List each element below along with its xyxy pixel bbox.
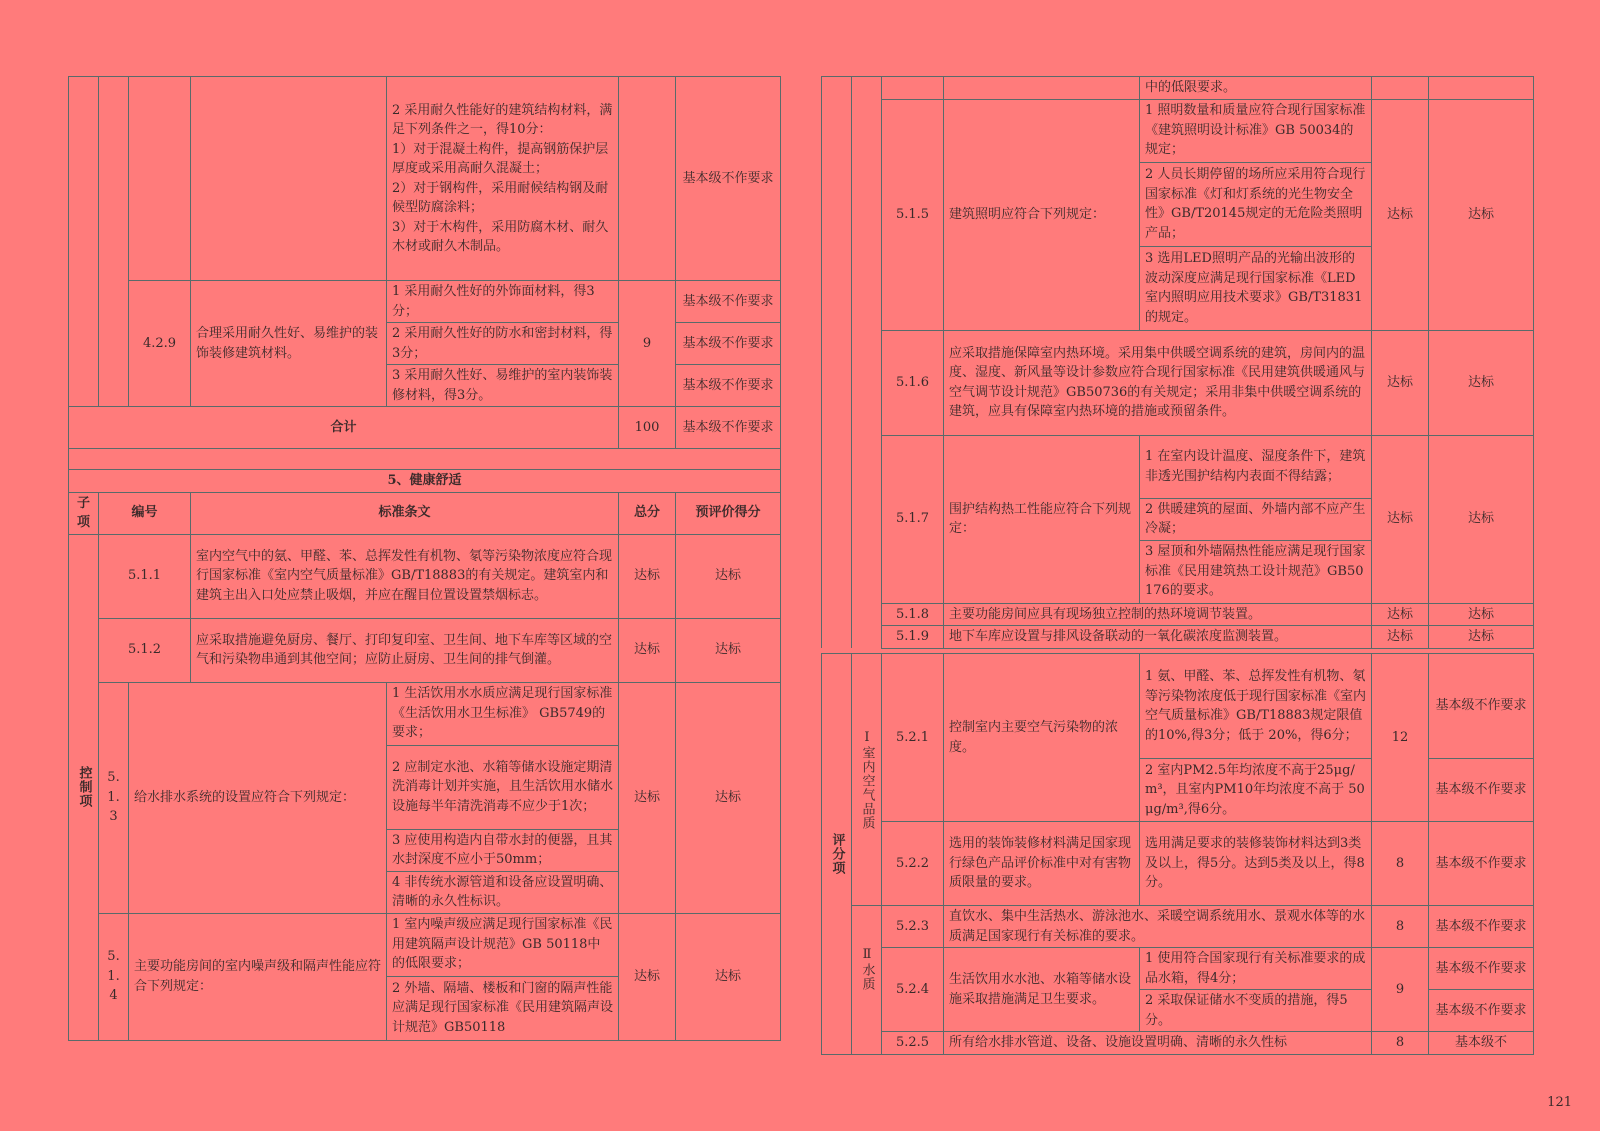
item-id (882, 77, 944, 100)
item-id: 5.1.8 (882, 603, 944, 626)
left-standards-table (68, 76, 781, 1041)
total-score: 达标 (1372, 99, 1429, 330)
requirement-text: 1 采用耐久性好的外饰面材料，得3分； (387, 281, 619, 323)
requirement-text: 1 室内噪声级应满足现行国家标准《民用建筑隔声设计规范》GB 50118中的低限要求； (387, 913, 619, 976)
requirement-text: 2 供暖建筑的屋面、外墙内部不应产生冷凝； (1140, 498, 1372, 540)
item-id: 4.2.9 (129, 281, 191, 407)
blank-cell (822, 77, 852, 649)
requirement-text: 2 应制定水池、水箱等储水设施定期清洗消毒计划并实施，且生活饮用水储水设施每半年清洗消毒不应少于1次； (387, 745, 619, 829)
eval-score: 达标 (1429, 626, 1534, 649)
control-items-text: 控制项 (76, 766, 92, 808)
eval-score: 达标 (676, 682, 781, 913)
item-desc (191, 77, 387, 281)
eval-score: 基本级不作要求 (1429, 654, 1534, 759)
item-desc: 应采取措施避免厨房、餐厅、打印复印室、卫生间、地下车库等区域的空气和污染物串通到其他空间；应防止厨房、卫生间的排气倒灌。 (191, 618, 619, 682)
blank-cell (99, 77, 129, 407)
spacer-row (69, 449, 781, 470)
item-id: 5.1.1 (99, 534, 191, 618)
item-desc: 所有给水排水管道、设备、设施设置明确、清晰的永久性标 (944, 1032, 1372, 1055)
group1-text: Ⅰ室内空气品质 (859, 729, 875, 830)
item-id: 5.2.5 (882, 1032, 944, 1055)
item-id (129, 77, 191, 281)
eval-score: 基本级不作要求 (676, 365, 781, 407)
sum-total: 100 (619, 407, 676, 449)
item-id: 5.1.3 (99, 682, 129, 913)
header-id: 编号 (99, 492, 191, 534)
item-id: 5.2.1 (882, 654, 944, 822)
total-score: 8 (1372, 906, 1429, 948)
sum-eval: 基本级不作要求 (676, 407, 781, 449)
group1-label (852, 654, 882, 906)
eval-score: 达标 (676, 618, 781, 682)
eval-score: 达标 (1429, 99, 1534, 330)
requirement-text: 2 采取保证储水不变质的措施，得5分。 (1140, 990, 1372, 1032)
requirement-text: 2 室内PM2.5年均浓度不高于25μg/m³，且室内PM10年均浓度不高于 50μg/m³,得6分。 (1140, 759, 1372, 822)
page-number: 121 (1547, 1095, 1572, 1110)
total-score: 达标 (619, 682, 676, 913)
requirement-text: 1 氨、甲醛、苯、总挥发性有机物、氡等污染物浓度低于现行国家标准《室内空气质量标准》GB/T18883规定限值的10%,得3分；低于 20%，得6分； (1140, 654, 1372, 759)
eval-score: 达标 (1429, 330, 1534, 435)
item-id: 5.1.7 (882, 435, 944, 603)
item-id: 5.2.3 (882, 906, 944, 948)
total-score: 达标 (619, 618, 676, 682)
item-id: 5.1.6 (882, 330, 944, 435)
eval-score: 基本级不 (1429, 1032, 1534, 1055)
item-id: 5.1.9 (882, 626, 944, 649)
total-score: 达标 (1372, 435, 1429, 603)
item-desc: 选用的装饰装修材料满足国家现行绿色产品评价标准中对有害物质限量的要求。 (944, 822, 1140, 906)
blank-cell (852, 77, 882, 649)
eval-score: 基本级不作要求 (1429, 990, 1534, 1032)
requirement-text: 1 照明数量和质量应符合现行国家标准《建筑照明设计标准》GB 50034的规定； (1140, 99, 1372, 162)
eval-score: 达标 (676, 534, 781, 618)
total-score (1372, 77, 1429, 100)
requirement-text: 中的低限要求。 (1140, 77, 1372, 100)
item-desc: 主要功能房间的室内噪声级和隔声性能应符合下列规定： (129, 913, 387, 1040)
item-desc: 给水排水系统的设置应符合下列规定： (129, 682, 387, 913)
total-score (619, 77, 676, 281)
eval-score: 达标 (1429, 435, 1534, 603)
requirement-text: 3 采用耐久性好、易维护的室内装饰装修材料，得3分。 (387, 365, 619, 407)
requirement-text: 3 选用LED照明产品的光输出波形的波动深度应满足现行国家标准《LED室内照明应用技术要求》GB/T31831的规定。 (1140, 246, 1372, 330)
item-id: 5.2.4 (882, 948, 944, 1032)
header-clause: 标准条文 (191, 492, 619, 534)
item-desc: 合理采用耐久性好、易维护的装饰装修建筑材料。 (191, 281, 387, 407)
item-id: 5.2.2 (882, 822, 944, 906)
control-items-label (69, 534, 99, 1040)
group2-text: Ⅱ水质 (859, 947, 875, 991)
item-desc: 地下车库应设置与排风设备联动的一氧化碳浓度监测装置。 (944, 626, 1372, 649)
header-subitem: 子项 (69, 492, 99, 534)
total-score: 达标 (619, 913, 676, 1040)
item-id: 5.1.5 (882, 99, 944, 330)
eval-score: 基本级不作要求 (676, 77, 781, 281)
item-desc: 应采取措施保障室内热环境。采用集中供暖空调系统的建筑，房间内的温度、湿度、新风量等设计参数应符合现行国家标准《民用建筑供暖通风与空气调节设计规范》GB50736的有关规定；采用非集中供暖空调系统的建筑，应具有保障室内热环境的措施或预留条件。 (944, 330, 1372, 435)
total-score: 8 (1372, 822, 1429, 906)
right-scoring-table (821, 653, 1534, 1055)
item-desc: 室内空气中的氨、甲醛、苯、总挥发性有机物、氡等污染物浓度应符合现行国家标准《室内空气质量标准》GB/T18883的有关规定。建筑室内和建筑主出入口处应禁止吸烟，并应在醒目位置设置禁烟标志。 (191, 534, 619, 618)
item-desc: 控制室内主要空气污染物的浓度。 (944, 654, 1140, 822)
eval-score: 基本级不作要求 (1429, 906, 1534, 948)
total-score: 达标 (619, 534, 676, 618)
requirement-text: 2 采用耐久性好的防水和密封材料，得3分； (387, 323, 619, 365)
requirement-text: 3 应使用构造内自带水封的便器，且其水封深度不应小于50mm； (387, 829, 619, 871)
requirement-text: 选用满足要求的装修装饰材料达到3类及以上，得5分。达到5类及以上，得8分。 (1140, 822, 1372, 906)
header-total: 总分 (619, 492, 676, 534)
total-score: 9 (619, 281, 676, 407)
item-desc (944, 77, 1140, 100)
eval-score: 基本级不作要求 (1429, 948, 1534, 990)
requirement-text: 1 使用符合国家现行有关标准要求的成品水箱，得4分； (1140, 948, 1372, 990)
total-score: 达标 (1372, 603, 1429, 626)
right-standards-table (821, 76, 1534, 649)
scoring-items-label (822, 654, 852, 1055)
sum-label: 合计 (69, 407, 619, 449)
section-title: 5、健康舒适 (69, 470, 781, 493)
requirement-text: 4 非传统水源管道和设备应设置明确、清晰的永久性标识。 (387, 871, 619, 913)
total-score: 8 (1372, 1032, 1429, 1055)
total-score: 12 (1372, 654, 1429, 822)
eval-score: 达标 (676, 913, 781, 1040)
total-score: 9 (1372, 948, 1429, 1032)
item-desc: 建筑照明应符合下列规定： (944, 99, 1140, 330)
requirement-text: 2 外墙、隔墙、楼板和门窗的隔声性能应满足现行国家标准《民用建筑隔声设计规范》GB50118 (387, 976, 619, 1040)
item-id: 5.1.2 (99, 618, 191, 682)
eval-score: 基本级不作要求 (1429, 822, 1534, 906)
item-desc: 直饮水、集中生活热水、游泳池水、采暖空调系统用水、景观水体等的水质满足国家现行有关标准的要求。 (944, 906, 1372, 948)
eval-score (1429, 77, 1534, 100)
item-desc: 围护结构热工性能应符合下列规定： (944, 435, 1140, 603)
eval-score: 基本级不作要求 (676, 323, 781, 365)
requirement-text: 2 人员长期停留的场所应采用符合现行国家标准《灯和灯系统的光生物安全性》GB/T20145规定的无危险类照明产品； (1140, 162, 1372, 246)
item-id: 5.1.4 (99, 913, 129, 1040)
header-eval: 预评价得分 (676, 492, 781, 534)
eval-score: 基本级不作要求 (676, 281, 781, 323)
eval-score: 基本级不作要求 (1429, 759, 1534, 822)
requirement-text: 2 采用耐久性能好的建筑结构材料，满足下列条件之一，得10分： 1）对于混凝土构件，提高钢筋保护层厚度或采用高耐久混凝土； 2）对于钢构件，采用耐候结构钢及耐候型防腐涂料； 3）对于木构件，采用防腐木材、耐久木材或耐久木制品。 (387, 77, 619, 281)
group2-label (852, 906, 882, 1055)
item-desc: 主要功能房间应具有现场独立控制的热环境调节装置。 (944, 603, 1372, 626)
total-score: 达标 (1372, 330, 1429, 435)
requirement-text: 1 生活饮用水水质应满足现行国家标准《生活饮用水卫生标准》 GB5749的要求； (387, 682, 619, 745)
requirement-text: 1 在室内设计温度、湿度条件下，建筑非透光围护结构内表面不得结露； (1140, 435, 1372, 498)
requirement-text: 3 屋顶和外墙隔热性能应满足现行国家标准《民用建筑热工设计规范》GB50176的要求。 (1140, 540, 1372, 603)
blank-cell (69, 77, 99, 407)
total-score: 达标 (1372, 626, 1429, 649)
scoring-items-text: 评分项 (829, 832, 845, 875)
eval-score: 达标 (1429, 603, 1534, 626)
item-desc: 生活饮用水水池、水箱等储水设施采取措施满足卫生要求。 (944, 948, 1140, 1032)
